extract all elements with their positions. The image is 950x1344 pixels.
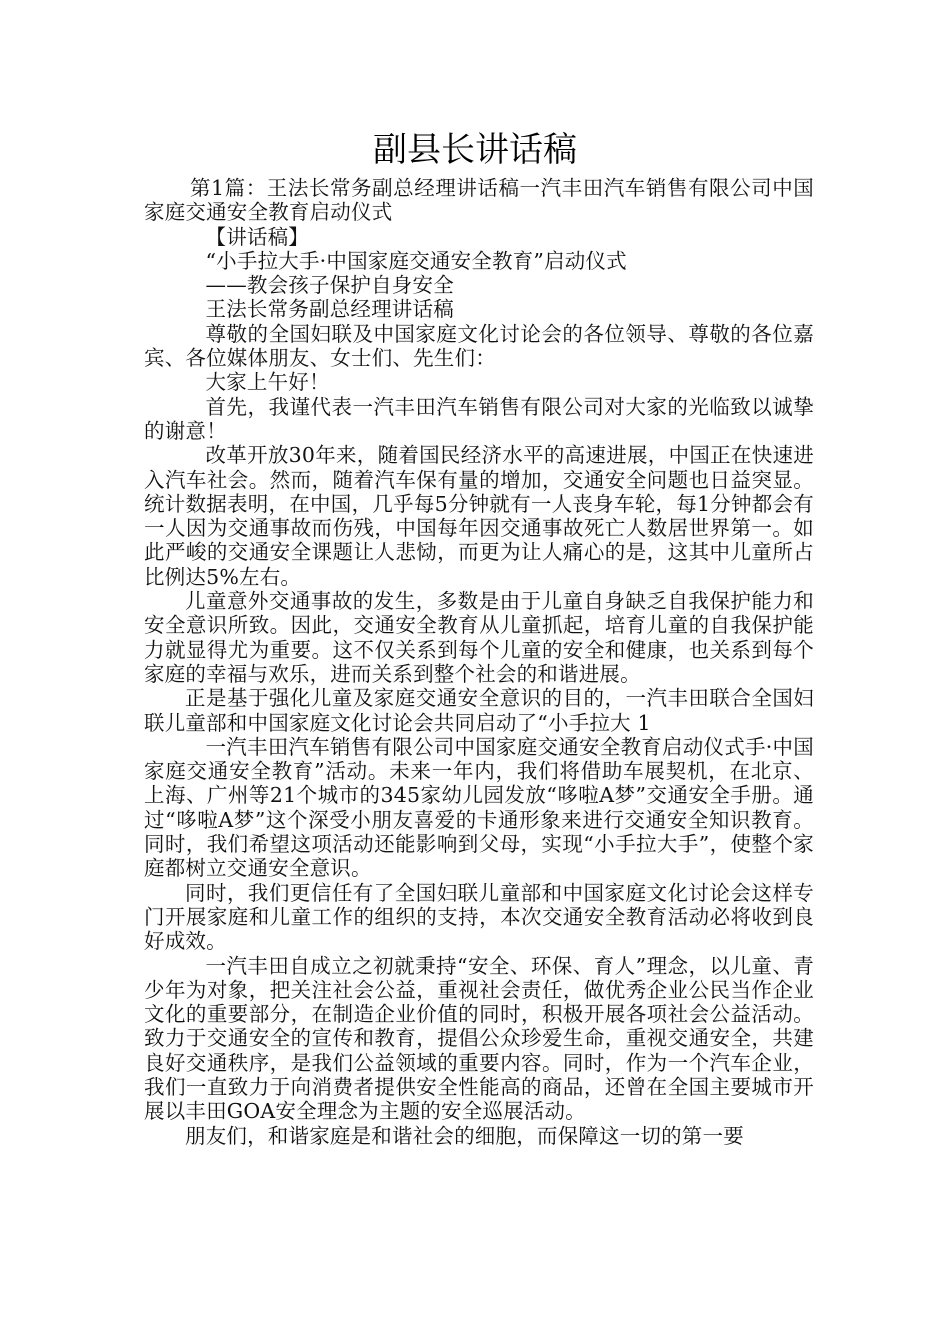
document-body [144, 176, 814, 1148]
paragraph-event-name: “小手拉大手·中国家庭交通安全教育”启动仪式 [205, 248, 627, 273]
paragraph-subtitle: ——教会孩子保护自身安全 [205, 273, 454, 298]
document-title: 副县长讲话稿 [373, 130, 577, 170]
paragraph-body: 一汽丰田汽车销售有限公司中国家庭交通安全教育启动仪式手·中国家庭交通安全教育”活动。未来一年内，我们将借助车展契机，在北京、上海、广州等21个城市的345家幼儿园发放“哆啦A梦”交通安全手册。通过“哆啦A梦”这个深受小朋友喜爱的卡通形象来进行交通安全知识教育。同时，我们希望这项活动还能影响到父母，实现“小手拉大手”，使整个家庭都树立交通安全意识。 [144, 734, 814, 881]
paragraph-article-heading: 第1篇：王法长常务副总经理讲话稿一汽丰田汽车销售有限公司中国家庭交通安全教育启动仪式 [144, 176, 814, 225]
paragraph-body: 改革开放30年来，随着国民经济水平的高速进展，中国正在快速进入汽车社会。然而，随着汽车保有量的增加，交通安全问题也日益突显。统计数据表明，在中国，几乎每5分钟就有一人丧身车轮，每1分钟都会有一人因为交通事故而伤残，中国每年因交通事故死亡人数居世界第一。如此严峻的交通安全课题让人悲恸，而更为让人痛心的是，这其中儿童所占比例达5%左右。 [144, 443, 814, 589]
paragraph-thanks: 首先，我谨代表一汽丰田汽车销售有限公司对大家的光临致以诚挚的谢意！ [144, 394, 814, 443]
paragraph-body: 一汽丰田自成立之初就秉持“安全、环保、育人”理念，以儿童、青少年为对象，把关注社会公益，重视社会责任，做优秀企业公民当作企业文化的重要部分，在制造企业价值的同时，积极开展各项社会公益活动。致力于交通安全的宣传和教育，提倡公众珍爱生命，重视交通安全，共建良好交通秩序，是我们公益领域的重要内容。同时，作为一个汽车企业，我们一直致力于向消费者提供安全性能高的商品，还曾在全国主要城市开展以丰田GOA安全理念为主题的安全巡展活动。 [144, 953, 814, 1124]
paragraph-body: 朋友们，和谐家庭是和谐社会的细胞，而保障这一切的第一要 [185, 1123, 744, 1148]
paragraph-speaker: 王法长常务副总经理讲话稿 [205, 297, 454, 322]
paragraph-body: 同时，我们更信任有了全国妇联儿童部和中国家庭文化讨论会这样专门开展家庭和儿童工作的组织的支持，本次交通安全教育活动必将收到良好成效。 [144, 880, 814, 954]
paragraph-speech-label: 【讲话稿】 [205, 224, 309, 249]
paragraph-greeting: 大家上午好！ [205, 370, 330, 395]
paragraph-body: 正是基于强化儿童及家庭交通安全意识的目的，一汽丰田联合全国妇联儿童部和中国家庭文化讨论会共同启动了“小手拉大 1 [144, 686, 814, 735]
paragraph-body: 儿童意外交通事故的发生，多数是由于儿童自身缺乏自我保护能力和安全意识所致。因此，交通安全教育从儿童抓起，培育儿童的自我保护能力就显得尤为重要。这不仅关系到每个儿童的安全和健康，也关系到每个家庭的幸福与欢乐，进而关系到整个社会的和谐进展。 [144, 589, 814, 686]
paragraph-salutation: 尊敬的全国妇联及中国家庭文化讨论会的各位领导、尊敬的各位嘉宾、各位媒体朋友、女士们、先生们： [144, 321, 814, 371]
